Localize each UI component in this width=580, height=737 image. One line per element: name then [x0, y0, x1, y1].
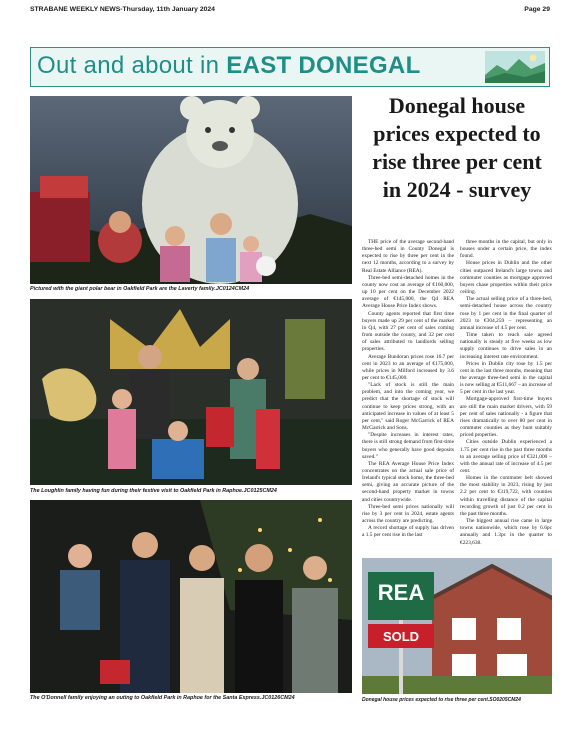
section-banner [30, 47, 550, 87]
paragraph: The REA Average House Price Index concentrates on the actual sale price of Ireland's typical stock home, the three-bed semi, giving an accurate picture of the second-hand property market in towns and cities countrywide. [362, 460, 454, 503]
landscape-icon [485, 51, 545, 83]
paragraph: "Lack of stock is still the main problem, and into the coming year, we predict that the shortage of stock will continue to keep prices strong, with an anticipated increase in values of at least 5 per cent," said Roger McGarrick of REA McGarrick and Sons. [362, 382, 454, 432]
paragraph: "Despite increases in interest rates, there is still strong demand from first-time buyers who generally have good deposits saved." [362, 432, 454, 460]
article-headline: Donegal house prices expected to rise three per cent in 2024 - survey [372, 93, 542, 202]
paragraph: Three-bed semi prices nationally will rise by 3 per cent in 2024, estate agents across the country are predicting. [362, 503, 454, 525]
photo-caption: The O'Donnell family enjoying an outing to Oakfield Park in Raphoe for the Santa Express.JC0126CM24 [30, 695, 295, 701]
page-number: Page 29 [524, 6, 550, 13]
photo-house-sold-sign [362, 558, 552, 694]
section-title-region: EAST DONEGAL [226, 52, 421, 79]
article-column-1 [362, 239, 454, 540]
photo-odonnell-family [30, 500, 352, 693]
photo-polar-bear [30, 96, 352, 284]
paragraph: Three-bed semi-detached homes in the county now cost an average of €160,000, up 10 per cent on the December 2022 average of €145,000, the Q4 REA Average House Price Index shows. [362, 274, 454, 310]
paragraph: Homes in the commuter belt showed the most stability in 2023, rising by just 2.2 per cent to €319,722, with counties within travelling distance of the capital recording growth of just 0.2 per cent in the past three months. [460, 475, 552, 517]
paragraph: Cities outside Dublin experienced a 1.75 per cent rise in the past three months to an average selling price of €321,000 – with the annual rate of increase of 4.5 per cent. [460, 439, 552, 474]
paragraph: A record shortage of supply has driven a 1.5 per cent rise in the last [362, 525, 454, 539]
page-header [30, 6, 550, 18]
paragraph: Mortgage-approved first-time buyers are still the main market drivers, with 59 per cent of sales nationally - a figure that rises dramatically to over 80 per cent in commuter counties as they hunt suitably priced properties. [460, 396, 552, 439]
photo-loughlin-family [30, 299, 352, 485]
paragraph: House prices in Dublin and the other cities outpaced Ireland's large towns and commuter counties as mortgage approved buyers chase properties within their price ceiling. [460, 260, 552, 296]
paragraph: The actual selling price of a three-bed, semi-detached house across the country rose by 1 per cent in the final quarter of 2023 to €304,259 – representing an annual increase of 4.5 per cent. [460, 296, 552, 331]
photo-caption: Donegal house prices expected to rise three per cent.SO0205CM24 [362, 697, 521, 703]
photo-caption: Pictured with the giant polar bear in Oakfield Park are the Laverty family.JC0124CM24 [30, 286, 250, 292]
paragraph: THE price of the average second-hand three-bed semi in County Donegal is expected to rise by three per cent in the next 12 months, according to a survey by Real Estate Alliance (REA). [362, 239, 454, 274]
section-title [37, 52, 421, 80]
paragraph: County agents reported that first time buyers made up 29 per cent of the market in Q4, with 27 per cent of sales coming from outside the county, and 32 per cent of sales attributed to landlords selling properties. [362, 310, 454, 353]
paragraph: Time taken to reach sale agreed nationally is steady at five weeks as low supply continues to drive sales in an increasing interest rate environment. [460, 332, 552, 360]
publication-line: STRABANE WEEKLY NEWS-Thursday, 11th January 2024 [30, 6, 215, 13]
sign-status: SOLD [382, 629, 420, 644]
paragraph: Prices in Dublin city rose by 1.5 per cent in the last three months, meaning that the average three-bed semi in the capital is now selling at €511,667 – an increase of 5 per cent in the last year. [460, 360, 552, 396]
article-column-2 [460, 239, 552, 547]
paragraph: The biggest annual rise came in large towns nationwide, which rose by 6.6pc annually and 1.3pc in the quarter to €223,638. [460, 518, 552, 546]
sign-brand: REA [377, 580, 425, 605]
photo-caption: The Loughlin family having fun during their festive visit to Oakfield Park in Raphoe.JC0125CM24 [30, 488, 277, 494]
paragraph: three months in the capital, but only in houses under a certain price, the index found. [460, 239, 552, 260]
paragraph: Average Bundoran prices rose 16.7 per cent in 2023 to an average of €175,000, while prices in Milford increased by 3.6 per cent to €145,000. [362, 353, 454, 381]
section-title-prefix: Out and about in [37, 52, 227, 79]
